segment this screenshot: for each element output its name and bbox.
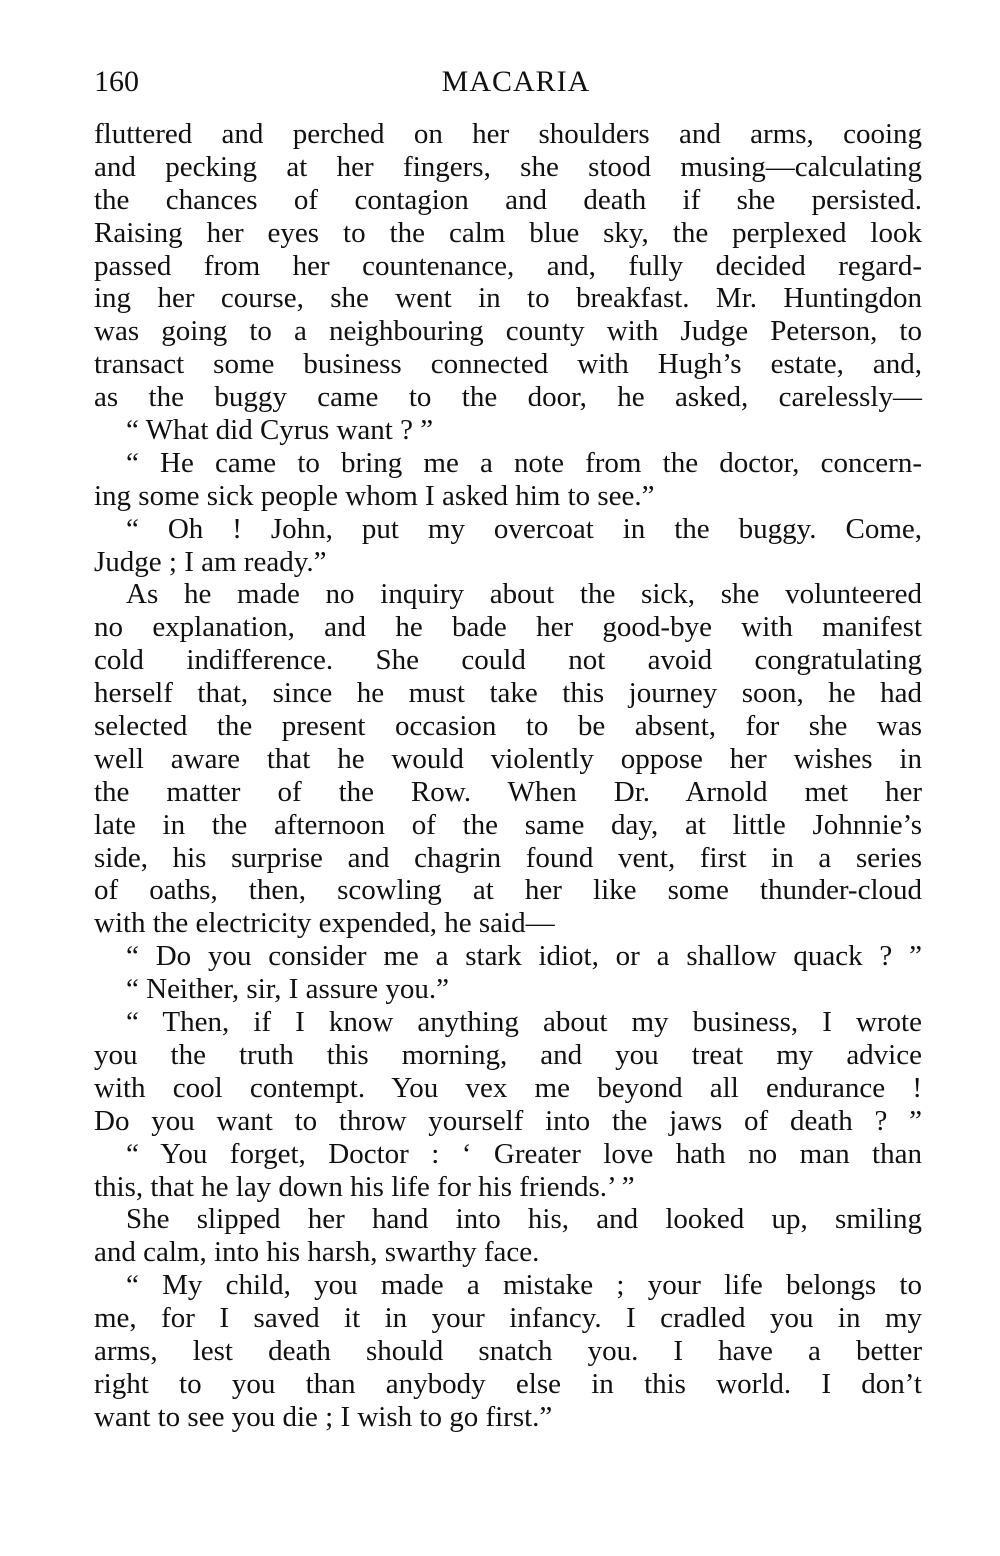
text-line: ing some sick people whom I asked him to see.” bbox=[94, 479, 655, 512]
text-line: “ Neither, sir, I assure you.” bbox=[126, 973, 450, 1006]
text-line: with cool contempt. You vex me beyond all endurance ! bbox=[94, 1071, 922, 1104]
running-title: MACARIA bbox=[441, 65, 591, 98]
text-line: of oaths, then, scowling at her like some thunder-cloud bbox=[94, 874, 922, 907]
text-line: late in the afternoon of the same day, at little Johnnie’s bbox=[94, 808, 922, 841]
text-line: “ Do you consider me a stark idiot, or a shallow quack ? ” bbox=[126, 940, 922, 973]
text-line: She slipped her hand into his, and looked up, smiling bbox=[126, 1203, 922, 1236]
text-line: fluttered and perched on her shoulders and arms, cooing bbox=[94, 118, 922, 150]
text-line: Do you want to throw yourself into the jaws of death ? ” bbox=[94, 1104, 922, 1137]
text-line: “ What did Cyrus want ? ” bbox=[126, 414, 434, 447]
text-line: selected the present occasion to be absent, for she was bbox=[94, 710, 922, 743]
text-line: right to you than anybody else in this world. I don’t bbox=[94, 1367, 922, 1400]
text-line: “ Oh ! John, put my overcoat in the buggy. Come, bbox=[126, 512, 922, 545]
text-line: transact some business connected with Hugh’s estate, and, bbox=[94, 348, 922, 381]
text-line: herself that, since he must take this journey soon, he had bbox=[94, 677, 922, 710]
text-line: as the buggy came to the door, he asked, carelessly— bbox=[94, 381, 922, 414]
text-line: and pecking at her fingers, she stood musing—calculating bbox=[94, 150, 922, 183]
text-line: Raising her eyes to the calm blue sky, the perplexed look bbox=[94, 216, 922, 249]
text-line: want to see you die ; I wish to go first.” bbox=[94, 1400, 553, 1433]
body-text bbox=[94, 118, 922, 1434]
text-line: “ Then, if I know anything about my business, I wrote bbox=[126, 1006, 922, 1039]
text-line: Judge ; I am ready.” bbox=[94, 545, 327, 578]
text-line: As he made no inquiry about the sick, she volunteered bbox=[126, 578, 922, 611]
page-number: 160 bbox=[94, 65, 139, 98]
text-line: well aware that he would violently oppose her wishes in bbox=[94, 742, 922, 775]
text-line: the chances of contagion and death if she persisted. bbox=[94, 183, 922, 216]
text-line: “ He came to bring me a note from the doctor, concern- bbox=[126, 446, 922, 479]
text-line: passed from her countenance, and, fully decided regard- bbox=[94, 249, 922, 282]
text-line: was going to a neighbouring county with Judge Peterson, to bbox=[94, 315, 922, 348]
text-line: the matter of the Row. When Dr. Arnold met her bbox=[94, 775, 922, 808]
text-line: arms, lest death should snatch you. I have a better bbox=[94, 1334, 922, 1367]
text-line: cold indifference. She could not avoid congratulating bbox=[94, 644, 922, 677]
text-line: side, his surprise and chagrin found vent, first in a series bbox=[94, 841, 922, 874]
page-header bbox=[94, 60, 922, 104]
text-line: this, that he lay down his life for his friends.’ ” bbox=[94, 1170, 635, 1203]
text-line: you the truth this morning, and you treat my advice bbox=[94, 1038, 922, 1071]
text-line: and calm, into his harsh, swarthy face. bbox=[94, 1236, 540, 1269]
text-line: with the electricity expended, he said— bbox=[94, 907, 555, 940]
text-line: “ My child, you made a mistake ; your life belongs to bbox=[126, 1269, 922, 1302]
text-line: me, for I saved it in your infancy. I cradled you in my bbox=[94, 1302, 922, 1335]
text-line: ing her course, she went in to breakfast. Mr. Huntingdon bbox=[94, 282, 922, 315]
text-line: “ You forget, Doctor : ‘ Greater love hath no man than bbox=[126, 1137, 922, 1170]
text-line: no explanation, and he bade her good-bye with manifest bbox=[94, 611, 922, 644]
book-page bbox=[94, 60, 922, 1434]
